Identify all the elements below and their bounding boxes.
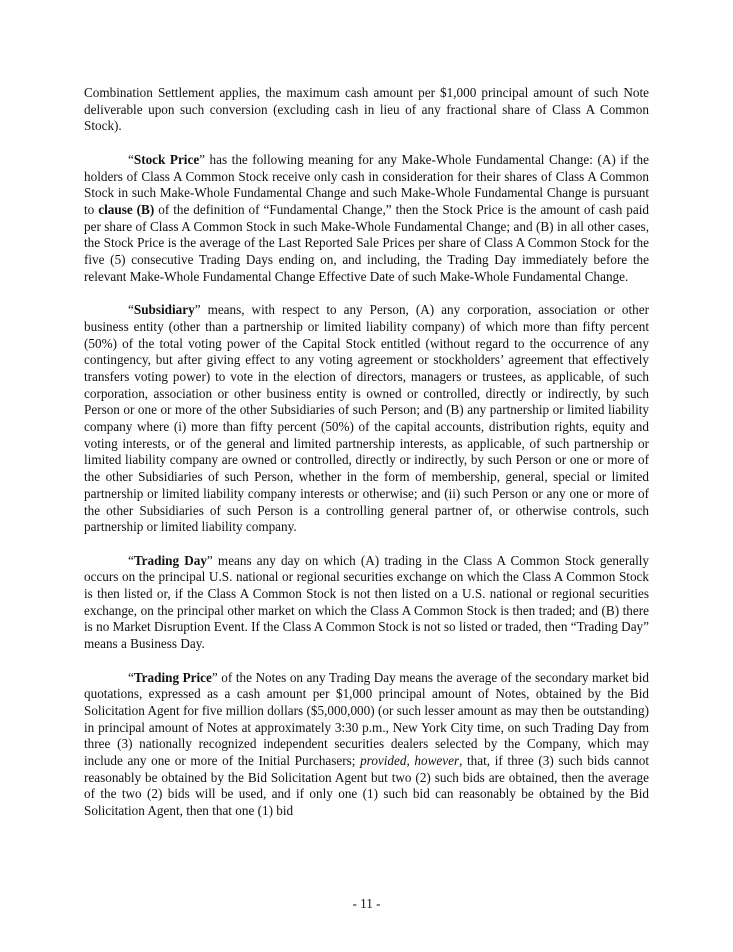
defined-term: Trading Day [133,552,207,568]
defined-term: Stock Price [133,151,200,167]
open-quote: “ [128,552,134,568]
close-quote: ” [211,669,218,685]
open-quote: “ [128,669,134,685]
definition-stock-price [84,152,649,286]
paragraph-continuation [84,85,649,135]
close-quote: ” [199,151,206,167]
open-quote: “ [128,151,134,167]
defined-term: Trading Price [133,669,212,685]
definition-text: means any day on which (A) trading in the Class A Common Stock generally occurs on the principal U.S. national or regional securities exchange on which the Class A Common Stock is then listed or, if the Class A Common Stock is not then listed on a U.S. national or regional securities exchange, on the principal other market on which the Class A Common Stock is then traded; and (B) there is no Market Disruption Event. If the Class A Common Stock is not so listed or traded, then “Trading Day” means a Business Day. [84,552,649,652]
close-quote: ” [194,302,201,318]
definition-text: , that, if three (3) such bids cannot reasonably be obtained by the Bid Solicitation Agent but two (2) such bids are obtained, then the average of the two (2) bids will be used, and if only one (1) such bid can reasonably be obtained by the Bid Solicitation Agent, then that one (1) bid [84,753,649,819]
paragraph-text: Combination Settlement applies, the maximum cash amount per $1,000 principal amount of such Note deliverable upon such conversion (excluding cash in lieu of any fractional share of Class A Common Stock). [84,85,649,134]
definition-text: has the following meaning for any Make-Whole Fundamental Change: (A) if the holders of Class A Common Stock receive only cash in consideration for their shares of Class A Common Stock in such Make-Whole Fundamental Change and such Make-Whole Fundamental Change is pursuant to [84,151,649,217]
definition-text: of the Notes on any Trading Day means the average of the secondary market bid quotations, expressed as a cash amount per $1,000 principal amount of Notes, obtained by the Bid Solicitation Agent for five million dollars ($5,000,000) (or such lesser amount as may then be outstanding) in principal amount of Notes at approximately 3:30 p.m., New York City time, on such Trading Day from three (3) nationally recognized independent securities dealers selected by the Company, which may include any one or more of the Initial Purchasers; [84,669,650,769]
open-quote: “ [128,302,134,318]
page-number: - 11 - [352,896,381,911]
definition-text: means, with respect to any Person, (A) any corporation, association or other business entity (other than a partnership or limited liability company) of which more than fifty percent (50%) of the total voting power of the Capital Stock entitled (without regard to the occurrence of any contingency, but after giving effect to any voting agreement or stockholders’ agreement that effectively transfers voting power) to vote in the election of directors, managers or trustees, as applicable, of such corporation, association or other business entity is owned or controlled, directly or indirectly, by such Person or one or more of the other Subsidiaries of such Person; and (B) any partnership or limited liability company where (i) more than fifty percent (50%) of the capital accounts, distribution rights, equity and voting interests, or of the general and limited partnership interests, as applicable, of such partnership or limited liability company are owned or controlled, directly or indirectly, by such Person or one or more of the other Subsidiaries of such Person, whether in the form of membership, general, special or limited partnership or limited liability company interests or otherwise; and (ii) such Person or any one or more of the other Subsidiaries of such Person is a controlling general partner of, or otherwise controls, such partnership or limited liability company. [84,302,649,535]
clause-reference: clause (B) [98,201,155,217]
document-page [84,85,649,837]
defined-term: Subsidiary [133,302,195,318]
close-quote: ” [206,552,213,568]
definition-trading-price [84,670,649,820]
definition-text: of the definition of “Fundamental Change,” then the Stock Price is the amount of cash paid per share of Class A Common Stock in such Make-Whole Fundamental Change; and (B) in all other cases, the Stock Price is the average of the Last Reported Sale Prices per share of Class A Common Stock for the five (5) consecutive Trading Days ending on, and including, the Trading Day immediately before the relevant Make-Whole Fundamental Change Effective Date of such Make-Whole Fundamental Change. [84,201,649,284]
definition-subsidiary [84,302,649,536]
definition-trading-day [84,553,649,653]
proviso-italic: provided, however [360,753,460,769]
